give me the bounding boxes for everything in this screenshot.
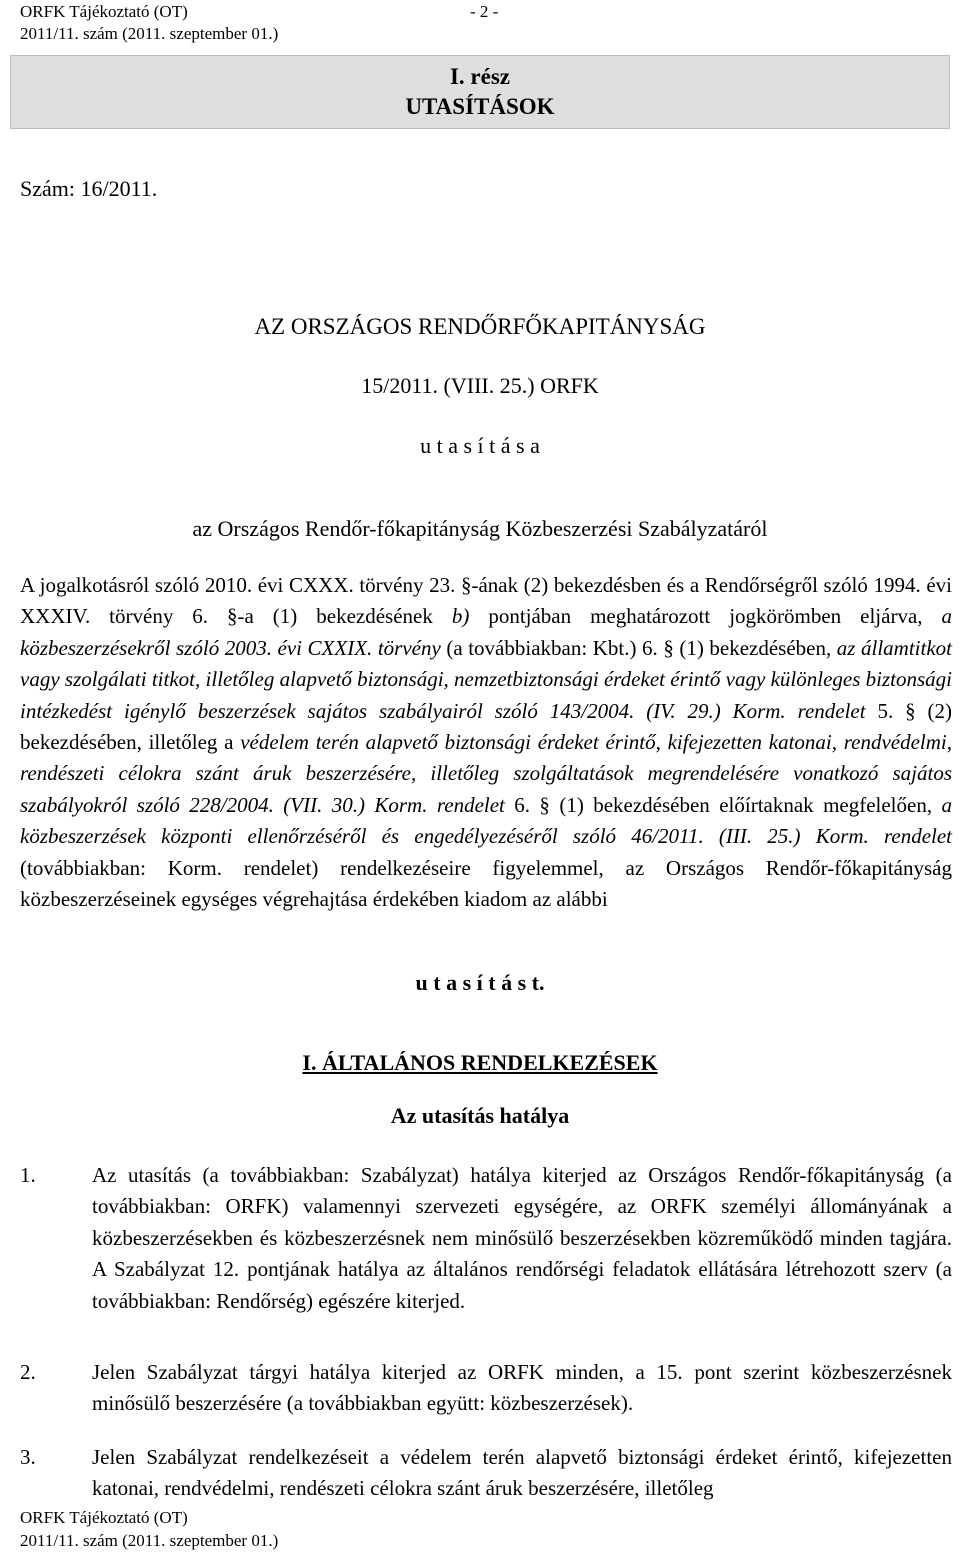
item-text: Az utasítás (a továbbiakban: Szabályzat) hatálya kiterjed az Országos Rendőr-főkapitányság (a továbbiakban: ORFK) valamennyi szervezeti egységére, az ORFK személyi állományának a közbeszerzésekben és közbeszerzésnek nem minősülő beszerzésekben közreműködő minden tagjára. A Szabályzat 12. pontjának hatálya az általános rendőrségi feladatok ellátására létrehozott szerv (a továbbiakban: Rendőrség) egészére kiterjed. bbox=[92, 1163, 952, 1313]
footer-issue: 2011/11. szám (2011. szeptember 01.) bbox=[20, 1531, 279, 1550]
subject: az Országos Rendőr-főkapitányság Közbeszerzési Szabályzatáról bbox=[192, 516, 768, 541]
issuer: AZ ORSZÁGOS RENDŐRFŐKAPITÁNYSÁG bbox=[254, 314, 706, 339]
item-text: Jelen Szabályzat tárgyi hatálya kiterjed az ORFK minden, a 15. pont szerint közbeszerzésnek minősülő beszerzésére (a továbbiakban együtt: közbeszerzések). bbox=[92, 1360, 952, 1416]
chapter-title: I. ÁLTALÁNOS RENDELKEZÉSEK bbox=[302, 1050, 658, 1075]
item-number: 1. bbox=[20, 1163, 36, 1187]
header-page-number: - 2 - bbox=[470, 2, 499, 21]
section-title: Az utasítás hatálya bbox=[390, 1103, 570, 1128]
directive-word: u t a s í t á s t. bbox=[415, 970, 545, 995]
footer-publication: ORFK Tájékoztató (OT) bbox=[20, 1508, 188, 1527]
header-publication: ORFK Tájékoztató (OT) bbox=[20, 2, 188, 21]
banner-part: I. rész bbox=[449, 64, 511, 89]
header-issue: 2011/11. szám (2011. szeptember 01.) bbox=[20, 24, 279, 43]
item-text: Jelen Szabályzat rendelkezéseit a védelem terén alapvető biztonsági érdeket érintő, kifejezetten katonai, rendvédelmi, rendészeti célokra szánt áruk beszerzésére, illetőleg bbox=[92, 1445, 952, 1501]
preamble-paragraph: A jogalkotásról szóló 2010. évi CXXX. törvény 23. §-ának (2) bekezdésben és a Rendőrségről szóló 1994. évi XXXIV. törvény 6. §-a (1) bekezdésének b) pontjában meghatározott jogkörömben eljárva, a közbeszerzésekről szóló 2003. évi CXXIX. törvény (a továbbiakban: Kbt.) 6. § (1) bekezdésében, az államtitkot vagy szolgálati titkot, illetőleg alapvető biztonsági, nemzetbiztonsági érdeket érintő vagy különleges biztonsági intézkedést igénylő beszerzések sajátos szabályairól szóló 143/2004. (IV. 29.) Korm. rendelet 5. § (2) bekezdésében, illetőleg a védelem terén alapvető biztonsági érdeket érintő, kifejezetten katonai, rendvédelmi, rendészeti célokra szánt áruk beszerzésére, illetőleg szolgáltatások megrendelésére vonatkozó sajátos szabályokról szóló 228/2004. (VII. 30.) Korm. rendelet 6. § (1) bekezdésében előírtaknak megfelelően, a közbeszerzések központi ellenőrzéséről és engedélyezéséről szóló 46/2011. (III. 25.) Korm. rendelet (továbbiakban: Korm. rendelet) rendelkezéseire figyelemmel, az Országos Rendőr-főkapitányság közbeszerzéseinek egységes végrehajtása érdekében kiadom az alábbi bbox=[20, 573, 953, 912]
item-number: 2. bbox=[20, 1360, 36, 1384]
reference: 15/2011. (VIII. 25.) ORFK bbox=[361, 373, 599, 398]
doc-type: u t a s í t á s a bbox=[420, 433, 540, 458]
number-line: Szám: 16/2011. bbox=[20, 176, 158, 201]
part-banner bbox=[10, 55, 950, 129]
banner-title: UTASÍTÁSOK bbox=[405, 94, 555, 119]
item-number: 3. bbox=[20, 1445, 36, 1469]
